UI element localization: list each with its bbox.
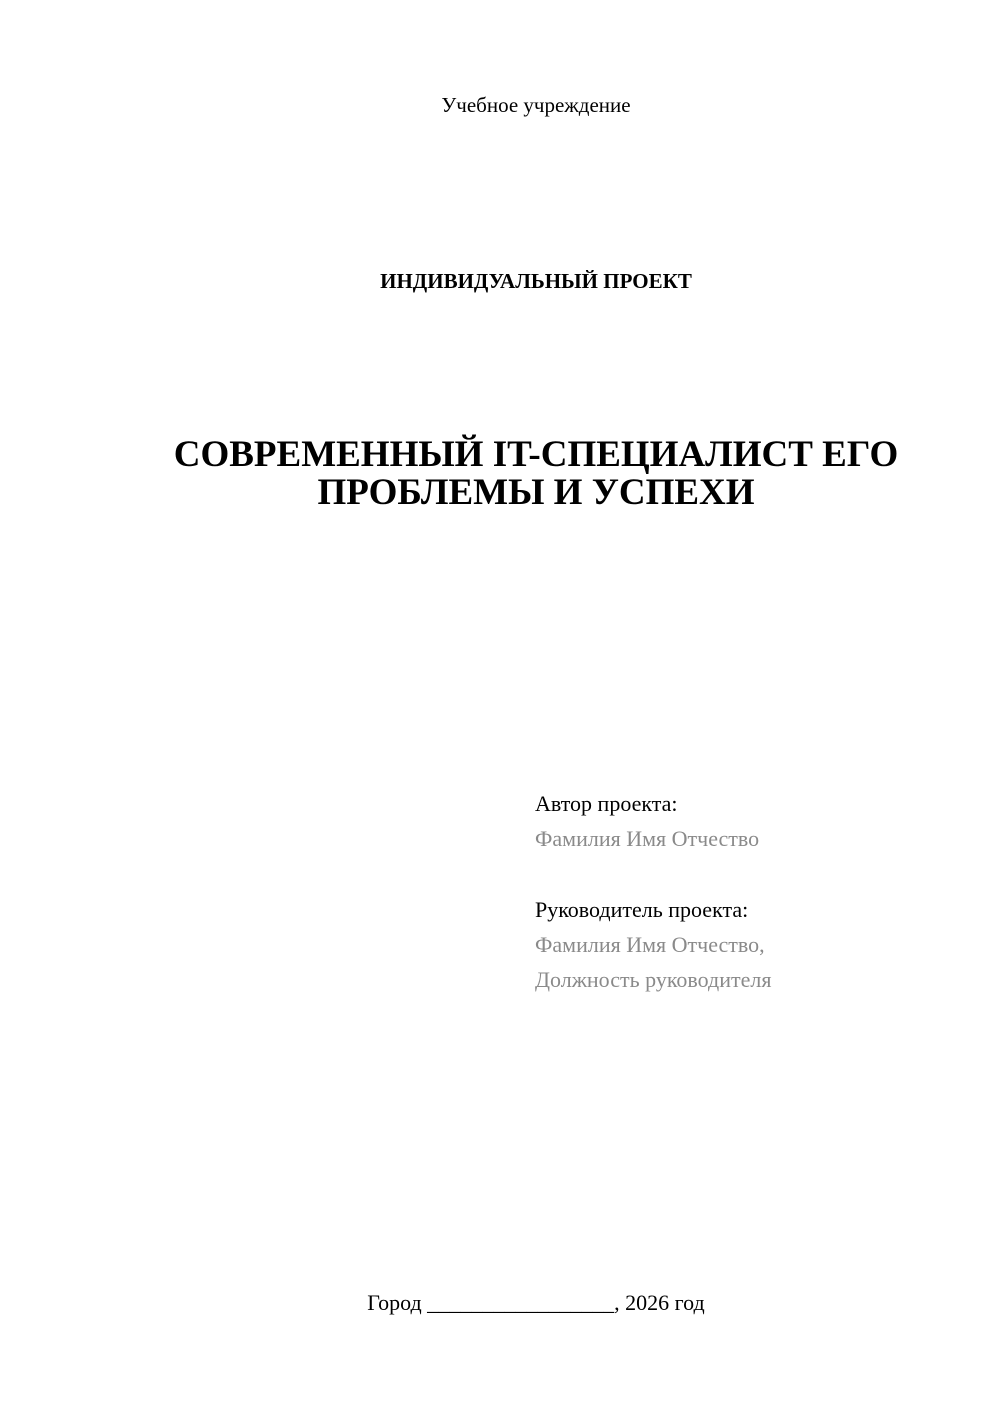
city-label: Город (367, 1290, 422, 1315)
supervisor-block (535, 892, 975, 997)
year-text: , 2026 год (614, 1290, 705, 1315)
supervisor-position: Должность руководителя (535, 967, 772, 992)
document-type: ИНДИВИДУАЛЬНЫЙ ПРОЕКТ (380, 269, 692, 293)
institution-name: Учебное учреждение (441, 93, 631, 117)
project-title (140, 436, 932, 512)
author-block (535, 786, 975, 856)
project-title-line-2: ПРОБЛЕМЫ И УСПЕХИ (317, 472, 755, 513)
author-label: Автор проекта: (535, 791, 678, 816)
author-name: Фамилия Имя Отчество (535, 826, 760, 851)
city-year-line (0, 1288, 1000, 1318)
city-blank: _________________ (427, 1290, 615, 1315)
supervisor-name: Фамилия Имя Отчество, (535, 932, 765, 957)
supervisor-label: Руководитель проекта: (535, 897, 749, 922)
project-title-line-1: СОВРЕМЕННЫЙ IT-СПЕЦИАЛИСТ ЕГО (173, 434, 899, 475)
